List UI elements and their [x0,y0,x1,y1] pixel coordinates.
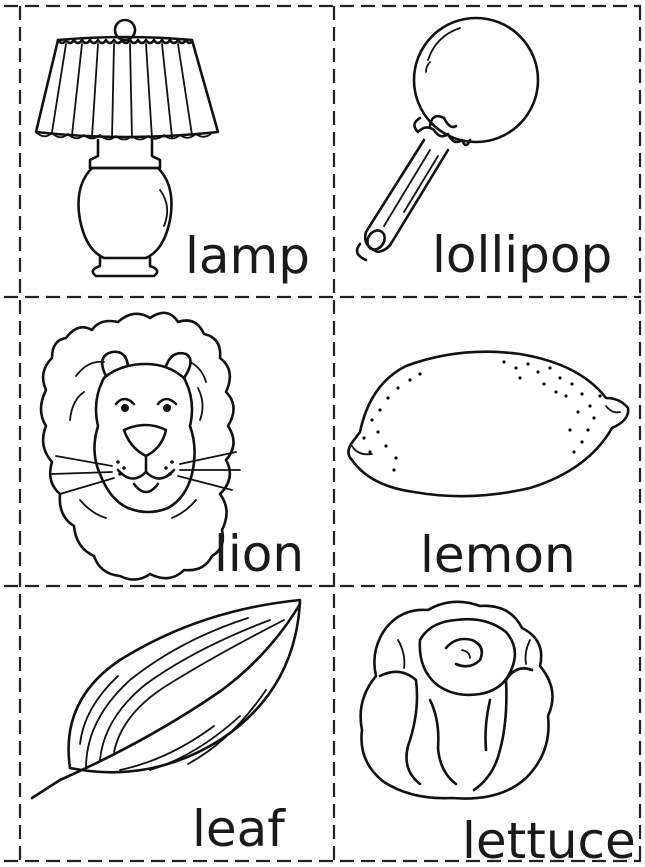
card-word-lollipop: lollipop [432,226,613,284]
card-lion [41,313,304,583]
lemon-picture [348,352,628,496]
card-lamp [36,20,310,285]
card-word-lamp: lamp [185,227,310,285]
card-lettuce [361,602,636,867]
leaf-picture [32,600,300,798]
card-word-lion: lion [214,525,305,583]
card-word-leaf: leaf [192,800,285,858]
lettuce-picture [361,602,553,799]
lion-picture [41,313,240,580]
lollipop-picture [357,18,538,260]
card-lollipop [357,18,612,284]
card-word-lemon: lemon [420,526,576,584]
card-lemon [348,352,628,584]
card-leaf [32,600,300,858]
card-word-lettuce: lettuce [462,812,636,867]
